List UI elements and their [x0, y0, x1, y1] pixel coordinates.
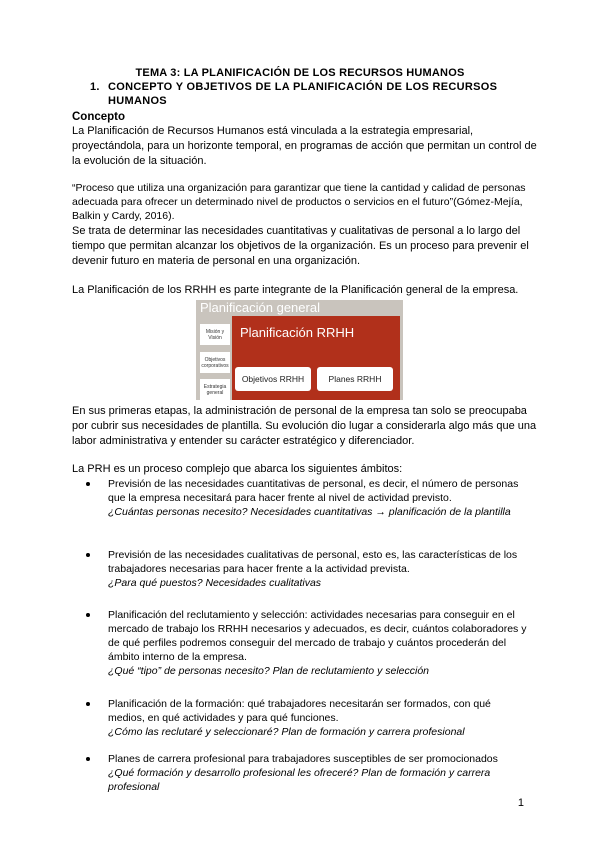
bullet-icon — [86, 757, 90, 761]
document-title: TEMA 3: LA PLANIFICACIÓN DE LOS RECURSOS HUMANOS — [135, 67, 465, 79]
diagram-general-title: Planificación general — [200, 300, 320, 315]
bullet-text: Planes de carrera profesional para trabajadores susceptibles de ser promocionados — [108, 753, 498, 765]
paragraph-2: “Proceso que utiliza una organización para garantizar que tiene la cantidad y calidad de personas adecuada para ofrecer un determinado nivel de productos o servicios en el futuro”(Gómez-Mejía, Balkin y Cardy, 2016). — [72, 182, 526, 222]
diagram-side-item: Misión y Visión — [200, 324, 230, 345]
paragraph-1: La Planificación de Recursos Humanos está vinculada a la estrategia empresarial, proyectándola, para un horizonte temporal, en programas de acción que permitan un control de la evolución de la situación. — [72, 125, 537, 167]
subheading-concepto: Concepto — [72, 111, 126, 123]
diagram-rrhh-title: Planificación RRHH — [240, 325, 355, 340]
bullet-text: Planificación del reclutamiento y selección: actividades necesarias para conseguir en el mercado de trabajo los RRHH necesarios y adecuados, es decir, cuántos colaboradores y de qué perfiles podremos conseguir del mercado de trabajo y cuántos procederán del ámbito interno de la empresa. — [108, 609, 527, 663]
paragraph-4: La Planificación de los RRHH es parte integrante de la Planificación general de la empresa. — [72, 284, 519, 296]
list-item — [90, 752, 530, 794]
bullet-text: Previsión de las necesidades cuantitativas de personal, es decir, el número de personas que la empresa necesitará para hacer frente al nivel de actividad previsto. — [108, 478, 519, 504]
bullet-icon — [86, 482, 90, 486]
bullet-icon — [86, 553, 90, 557]
bullet-question: ¿Qué formación y desarrollo profesional les ofreceré? Plan de formación y carrera profesional — [108, 767, 491, 793]
page-number: 1 — [517, 797, 524, 809]
bullet-question: ¿Qué “tipo” de personas necesito? Plan de reclutamiento y selección — [108, 665, 430, 677]
paragraph-3: Se trata de determinar las necesidades cuantitativas y cualitativas de personal a lo largo del tiempo que permitan alcanzar los objetivos de la organización. Es un proceso para prevenir el devenir futuro en materia de personal en una organización. — [72, 225, 529, 267]
section-heading — [90, 80, 530, 108]
list-item — [90, 477, 530, 519]
bullet-icon — [86, 613, 90, 617]
bullet-question: ¿Cómo las reclutaré y seleccionaré? Plan de formación y carrera profesional — [108, 726, 465, 738]
diagram-objetivos-box: Objetivos RRHH — [235, 367, 311, 391]
paragraph-5: En sus primeras etapas, la administración de personal de la empresa tan solo se preocupaba por cubrir sus necesidades de plantilla. Su evolución dio lugar a considerarla algo más que una labor administrativa y entender su carácter estratégico y diferenciador. — [72, 405, 537, 447]
diagram-rrhh-box — [232, 316, 400, 400]
paragraph-6: La PRH es un proceso complejo que abarca los siguientes ámbitos: — [72, 463, 403, 475]
list-item — [90, 548, 530, 590]
list-item — [90, 697, 530, 739]
heading-number: 1. — [90, 81, 100, 93]
heading-text: CONCEPTO Y OBJETIVOS DE LA PLANIFICACIÓN DE LOS RECURSOS HUMANOS — [108, 81, 498, 107]
diagram-side-item: Estrategia general — [200, 379, 230, 400]
bullet-text: Planificación de la formación: qué trabajadores necesitarán ser formados, con qué medios, en qué actividades y para qué funciones. — [108, 698, 491, 724]
diagram-side-item: Objetivos corporativos — [200, 352, 230, 373]
bullet-icon — [86, 702, 90, 706]
list-item — [90, 608, 530, 678]
diagram-planes-box: Planes RRHH — [317, 367, 393, 391]
bullet-question: ¿Para qué puestos? Necesidades cualitativas — [108, 577, 322, 589]
bullet-question: ¿Cuántas personas necesito? Necesidades cuantitativas → planificación de la plantilla — [108, 506, 511, 518]
planning-diagram — [196, 300, 403, 400]
bullet-text: Previsión de las necesidades cualitativas de personal, esto es, las características de los trabajadores necesarias para hacer frente a la actividad prevista. — [108, 549, 518, 575]
